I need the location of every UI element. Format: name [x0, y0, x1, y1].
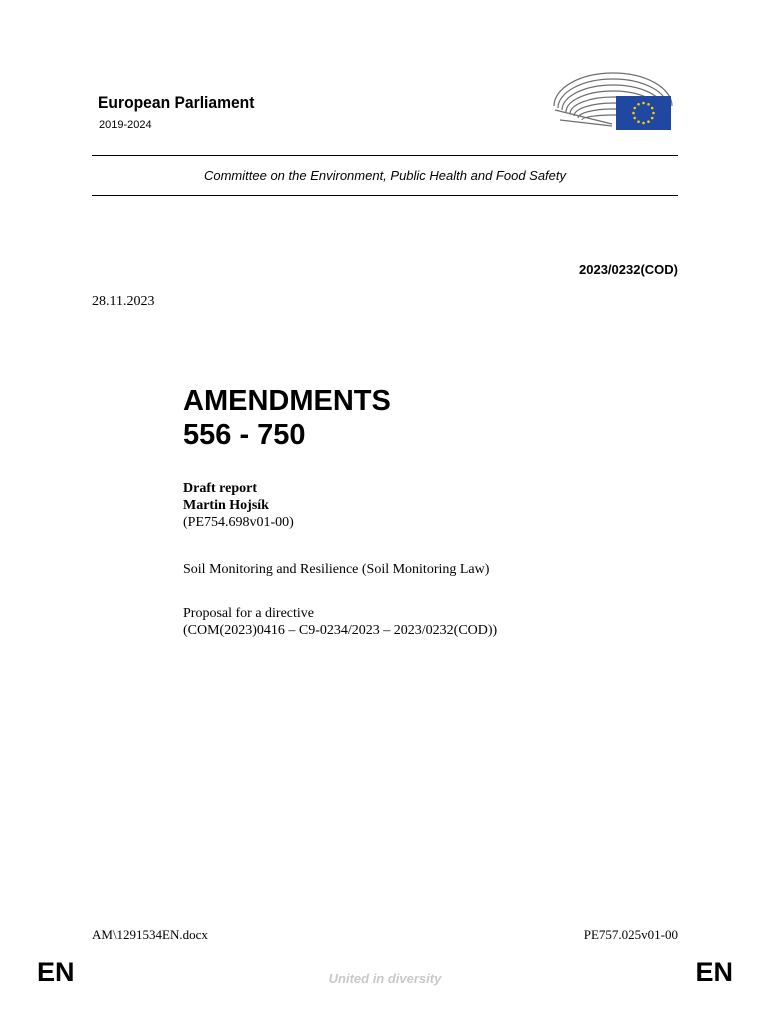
institution-name: European Parliament [98, 93, 255, 112]
draft-report-block [183, 480, 294, 531]
header-divider-bottom [92, 195, 678, 196]
proposal-reference: (COM(2023)0416 – C9-0234/2023 – 2023/0232(COD)) [183, 623, 498, 638]
proposal-block [183, 605, 497, 639]
language-code-right: EN [695, 957, 733, 987]
committee-name: Committee on the Environment, Public Health and Food Safety [203, 168, 567, 183]
motto: United in diversity [328, 971, 442, 986]
parliamentary-term: 2019-2024 [99, 119, 152, 131]
pe-reference: PE757.025v01-00 [583, 927, 678, 942]
european-parliament-logo [552, 66, 674, 134]
document-file-reference: AM\1291534EN.docx [92, 927, 208, 942]
proposal-label: Proposal for a directive [183, 606, 315, 621]
title-line-2: 556 - 750 [183, 419, 306, 451]
draft-report-reference: (PE754.698v01-00) [183, 515, 294, 530]
eu-flag-icon [616, 96, 671, 130]
language-code-left: EN [37, 957, 75, 987]
document-title [183, 384, 391, 452]
draft-report-label: Draft report [183, 481, 257, 496]
document-date: 28.11.2023 [92, 294, 155, 309]
procedure-reference: 2023/0232(COD) [579, 262, 678, 277]
title-line-1: AMENDMENTS [183, 385, 391, 417]
header-divider-top [92, 155, 678, 156]
rapporteur-name: Martin Hojsík [183, 498, 269, 513]
subject-title: Soil Monitoring and Resilience (Soil Monitoring Law) [183, 562, 490, 577]
